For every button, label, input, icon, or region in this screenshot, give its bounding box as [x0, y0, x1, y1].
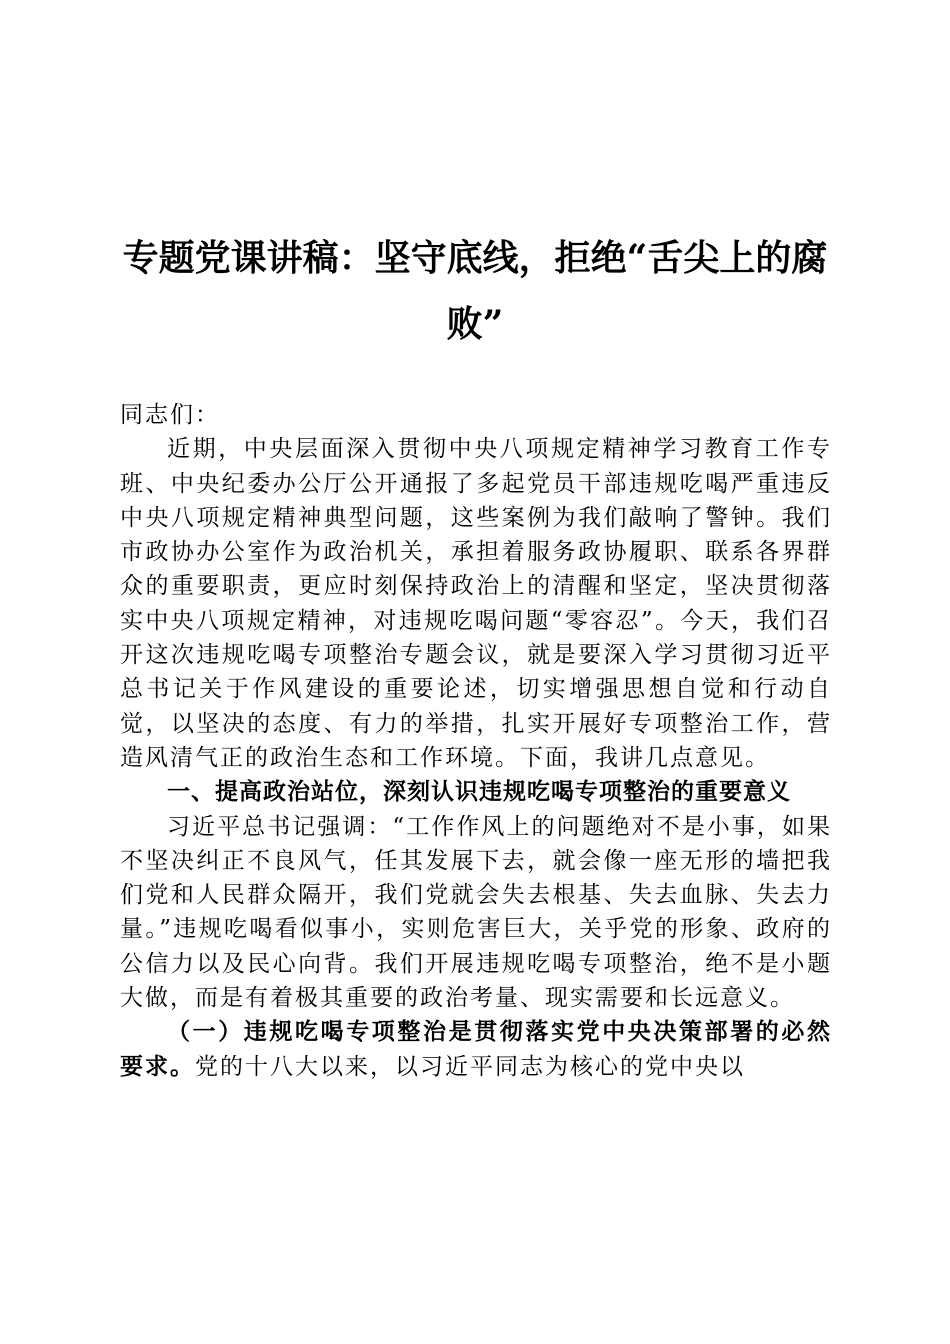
document-body: [120, 398, 832, 1084]
section-1-heading: 一、提高政治站位，深刻认识违规吃喝专项整治的重要意义: [167, 779, 791, 806]
subsection-1-body: 党的十八大以来，以习近平同志为核心的党中央以: [195, 1053, 745, 1080]
subsection-1-paragraph: [120, 1015, 832, 1084]
section-1-paragraph: 习近平总书记强调：“工作作风上的问题绝对不是小事，如果不坚决纠正不良风气，任其发展下去，就会像一座无形的墙把我们党和人民群众隔开，我们党就会失去根基、失去血脉、失去力量。”违规吃喝看似事小，实则危害巨大，关乎党的形象、政府的公信力以及民心向背。我们开展违规吃喝专项整治，绝不是小题大做，而是有着极其重要的政治考量、现实需要和长远意义。: [120, 813, 832, 1012]
salutation: 同志们：: [120, 402, 220, 428]
document-title: 专题党课讲稿：坚守底线，拒绝“舌尖上的腐败”: [122, 237, 828, 345]
intro-paragraph: 近期，中央层面深入贯彻中央八项规定精神学习教育工作专班、中央纪委办公厅公开通报了多起党员干部违规吃喝严重违反中央八项规定精神典型问题，这些案例为我们敲响了警钟。我们市政协办公室作为政治机关，承担着服务政协履职、联系各界群众的重要职责，更应时刻保持政治上的清醒和坚定，坚决贯彻落实中央八项规定精神，对违规吃喝问题“零容忍”。今天，我们召开这次违规吃喝专项整治专题会议，就是要深入学习贯彻习近平总书记关于作风建设的重要论述，切实增强思想自觉和行动自觉，以坚决的态度、有力的举措，扎实开展好专项整治工作，营造风清气正的政治生态和工作环境。下面，我讲几点意见。: [120, 436, 832, 771]
subsection-1-heading: （一）违规吃喝专项整治是贯彻落实党中央决策部署的必然要求。: [120, 1018, 832, 1080]
